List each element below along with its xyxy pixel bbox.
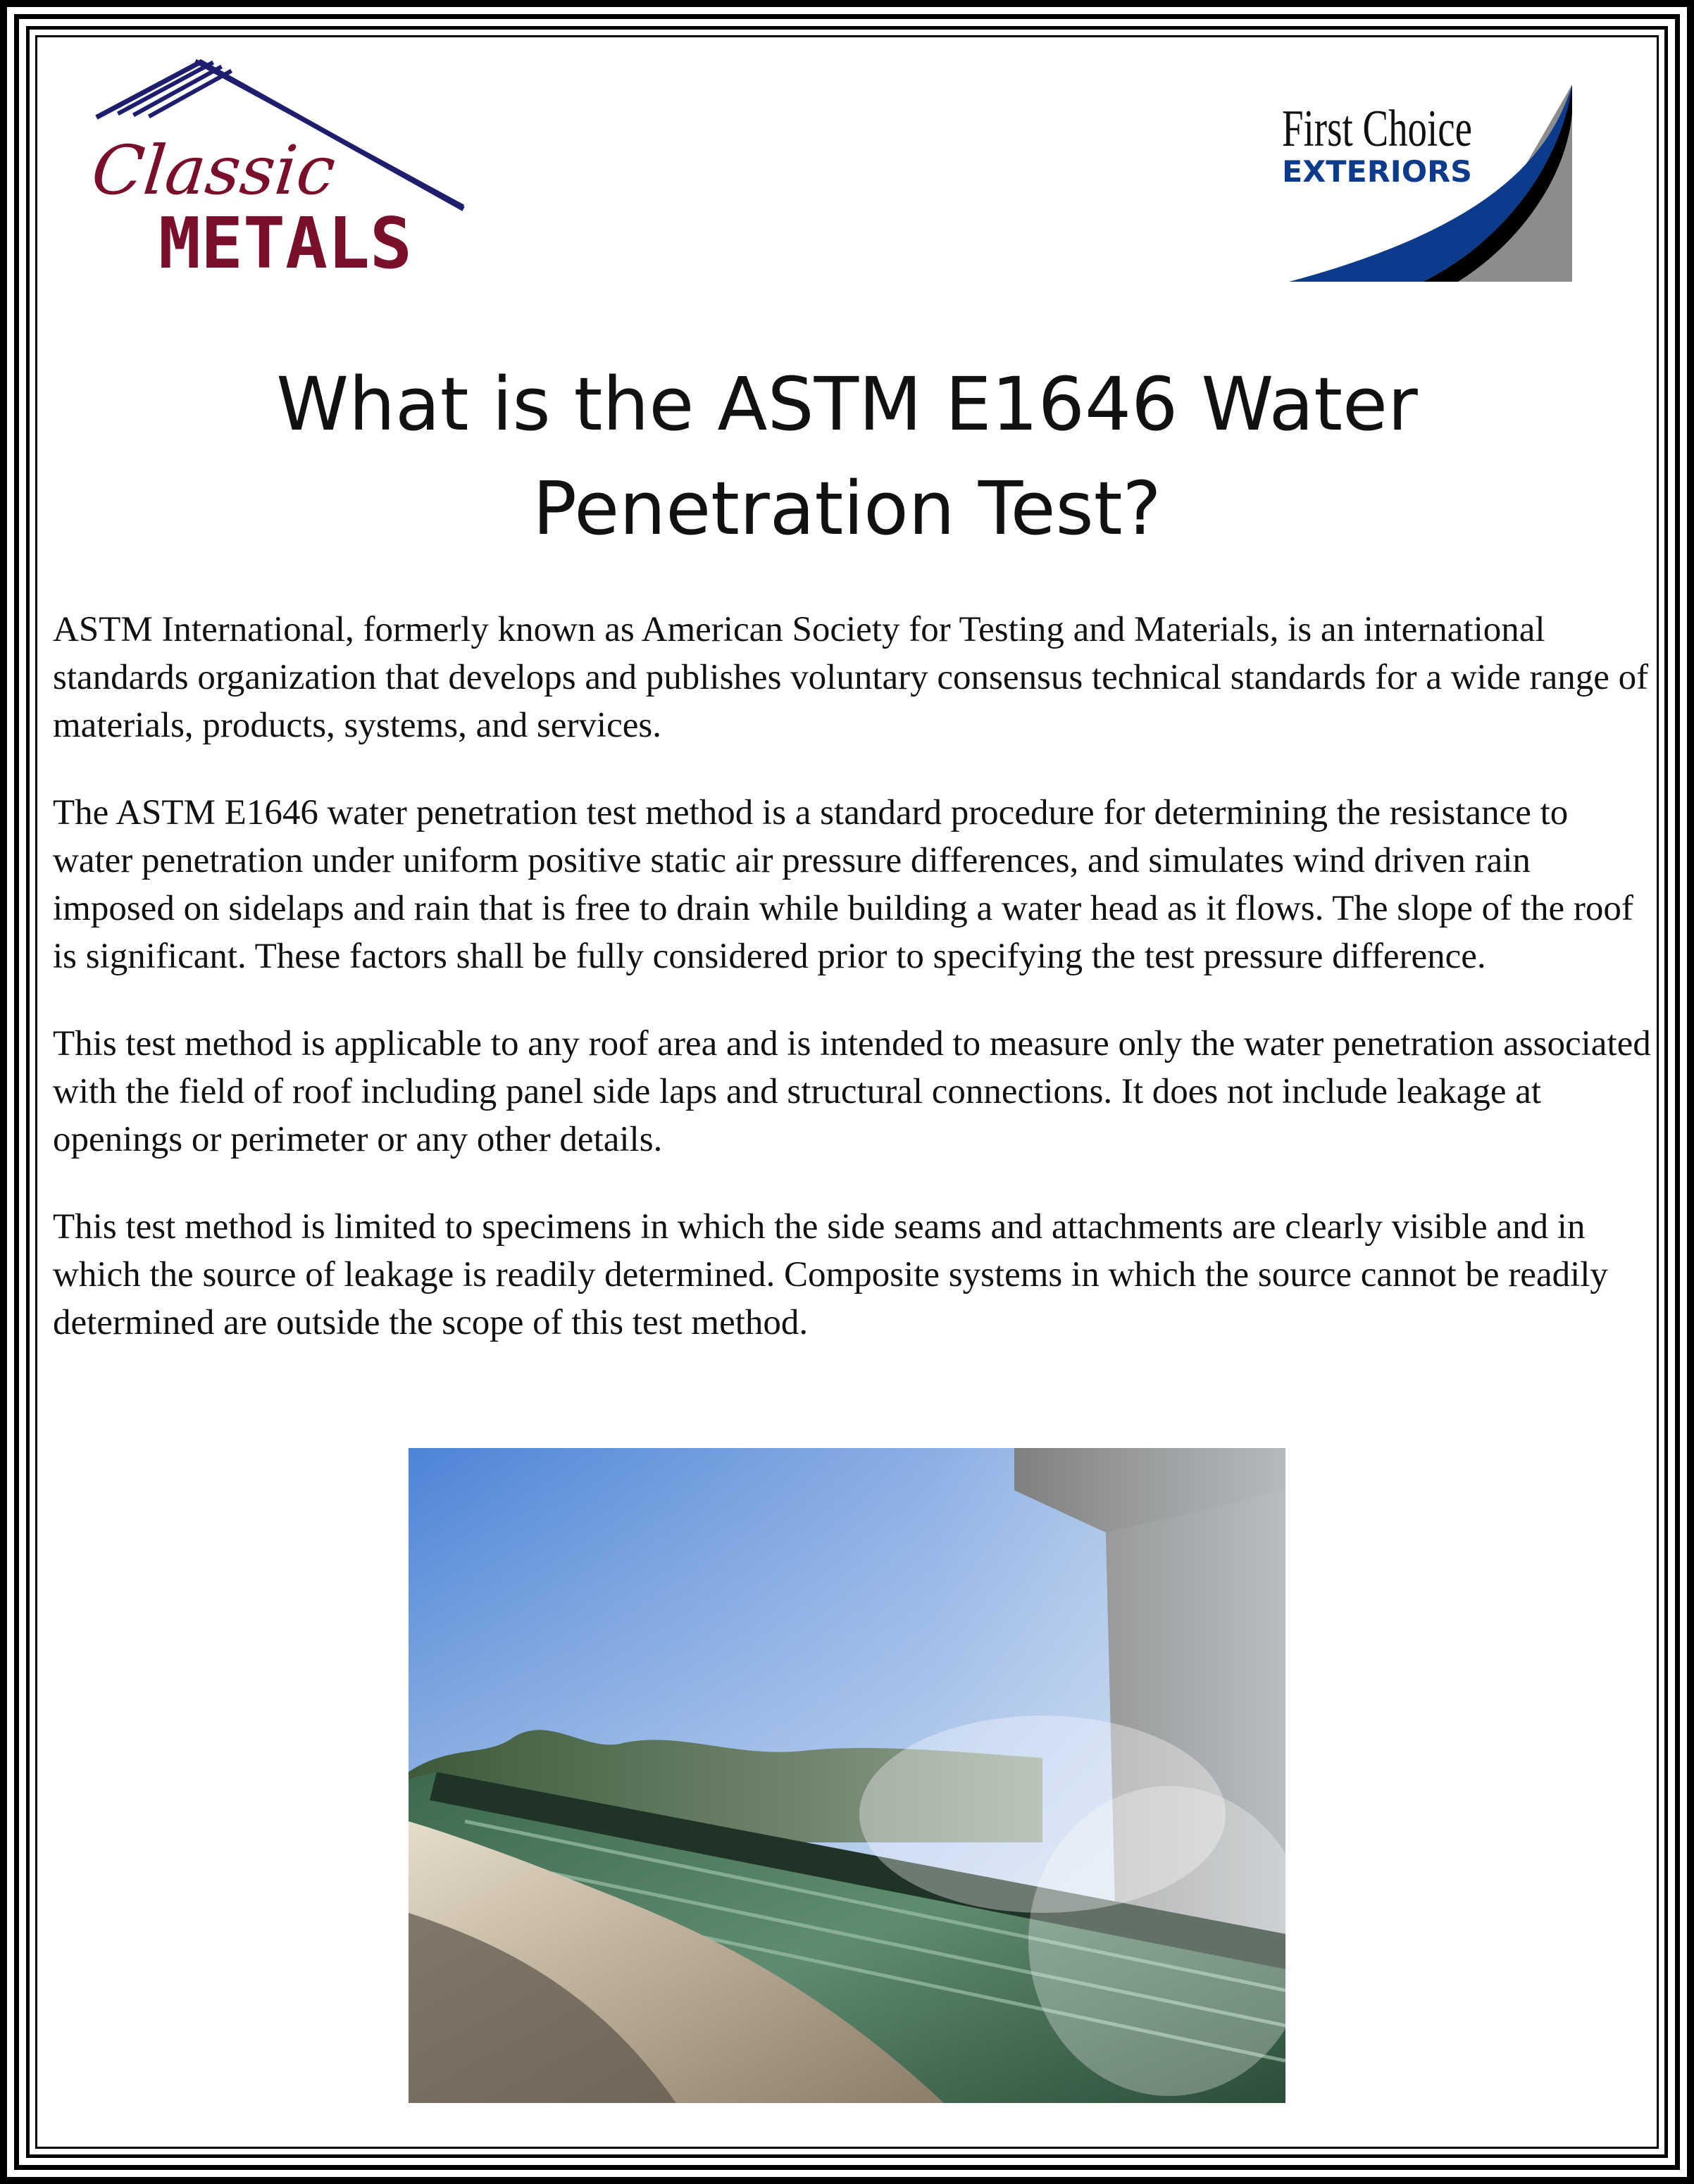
roof-water-test-photo — [409, 1448, 1285, 2103]
paragraph-limitations: This test method is limited to specimens in which the side seams and attachments are clearly visible and in which the source of leakage is readily determined. Composite systems in which the source cannot be readily determined are outside the scope of this test method. — [53, 1207, 1608, 1342]
paragraph-method: The ASTM E1646 water penetration test method is a standard procedure for determining the resistance to water penetration under uniform positive static air pressure differences, and simulates wind driven rain imposed on sidelaps and rain that is free to drain while building a water head as it flows. The slope of the roof is significant. These factors shall be fully considered prior to specifying the test pressure difference. — [53, 793, 1633, 976]
paragraph-intro: ASTM International, formerly known as American Society for Testing and Materials, is an international standards organization that develops and publishes voluntary consensus technical standards for a wide range of materials, products, systems, and services. — [53, 610, 1649, 745]
paragraph-applicability: This test method is applicable to any roof area and is intended to measure only the water penetration associated with the field of roof including panel side laps and structural connections. It does not include leakage at openings or perimeter or any other details. — [53, 1024, 1651, 1159]
classic-metals-logo — [92, 56, 472, 275]
article-body — [53, 606, 1652, 1386]
first-choice-exteriors-logo — [1282, 81, 1578, 285]
page-title: What is the ASTM E1646 Water Penetration Test? — [276, 361, 1418, 551]
logo-left-line2: METALS — [158, 202, 412, 275]
logo-right-line2: EXTERIORS — [1282, 154, 1472, 189]
logo-right-line1: First Choice — [1282, 100, 1472, 158]
logo-left-line1: Classic — [92, 131, 340, 210]
